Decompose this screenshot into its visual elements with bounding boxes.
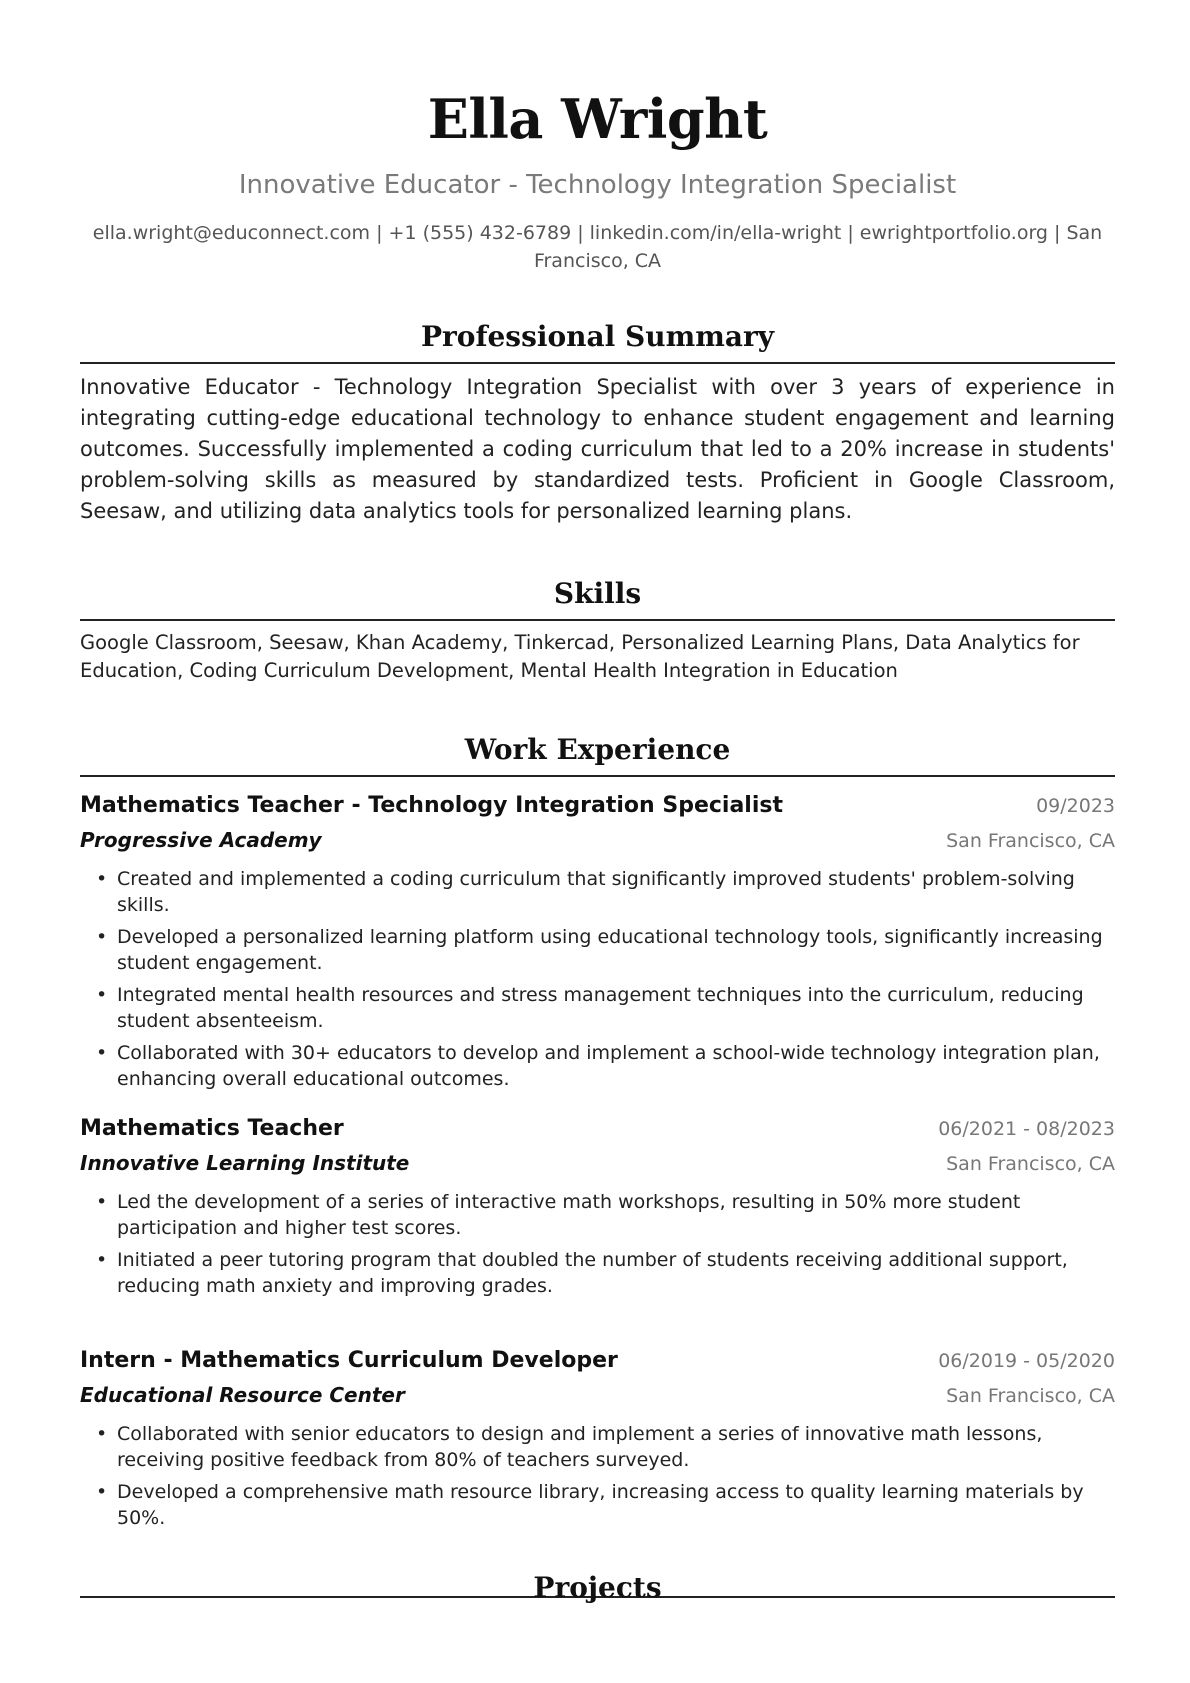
job-location: San Francisco, CA — [946, 830, 1115, 852]
job-company: Innovative Learning Institute — [80, 1151, 410, 1175]
bullet-dot: • — [96, 1191, 108, 1213]
job-company: Educational Resource Center — [80, 1383, 405, 1407]
bullet-item — [80, 1479, 1115, 1531]
bullet-item — [80, 924, 1115, 976]
bullet-text: Led the development of a series of interactive math workshops, resulting in 50% more student participation and higher test scores. — [117, 1191, 1021, 1239]
job-date: 06/2019 - 05/2020 — [938, 1350, 1115, 1372]
job-title: Mathematics Teacher - Technology Integration Specialist — [80, 793, 783, 818]
job-date: 06/2021 - 08/2023 — [938, 1118, 1115, 1140]
contact-line: Francisco, CA — [533, 250, 662, 272]
bullet-item — [80, 866, 1115, 918]
candidate-tagline: Innovative Educator - Technology Integration Specialist — [238, 170, 957, 200]
job-location: San Francisco, CA — [946, 1385, 1115, 1407]
bullet-item — [80, 1040, 1115, 1092]
bullet-text: Collaborated with 30+ educators to develop and implement a school-wide technology integration plan, enhancing overall educational outcomes. — [117, 1042, 1100, 1090]
job-title: Mathematics Teacher — [80, 1116, 344, 1141]
bullet-item — [80, 1247, 1115, 1299]
job-location: San Francisco, CA — [946, 1153, 1115, 1175]
job-company: Progressive Academy — [80, 828, 322, 852]
bullet-dot: • — [96, 926, 108, 948]
bullet-text: Developed a comprehensive math resource library, increasing access to quality learning materials by 50%. — [117, 1481, 1084, 1529]
summary-text: Innovative Educator - Technology Integration Specialist with over 3 years of experience in integrating cutting-edge educational technology to enhance student engagement and learning outcomes. Successfully implemented a coding curriculum that led to a 20% increase in students' problem-solving skills as measured by standardized tests. Proficient in Google Classroom, Seesaw, and utilizing data analytics tools for personalized learning plans. — [80, 375, 1115, 523]
job-date: 09/2023 — [1036, 795, 1115, 817]
bullet-text: Initiated a peer tutoring program that doubled the number of students receiving additional support, reducing math anxiety and improving grades. — [117, 1249, 1068, 1297]
job-entry — [80, 1112, 1115, 1305]
section-title-experience: Work Experience — [80, 731, 1115, 777]
bullet-text: Created and implemented a coding curriculum that significantly improved students' problem-solving skills. — [117, 868, 1075, 916]
bullet-item — [80, 1189, 1115, 1241]
job-bullets — [80, 1189, 1115, 1299]
skills-text: Google Classroom, Seesaw, Khan Academy, Tinkercad, Personalized Learning Plans, Data Analytics for Education, Coding Curriculum Development, Mental Health Integration in Education — [80, 631, 1080, 682]
job-bullets — [80, 866, 1115, 1092]
job-bullets — [80, 1421, 1115, 1531]
job-title: Intern - Mathematics Curriculum Developer — [80, 1348, 618, 1373]
section-title-projects: Projects — [80, 1568, 1115, 1598]
bullet-item — [80, 982, 1115, 1034]
bullet-text: Developed a personalized learning platform using educational technology tools, significantly increasing student engagement. — [117, 926, 1103, 974]
section-title-summary: Professional Summary — [80, 318, 1115, 364]
job-entry — [80, 789, 1115, 1098]
bullet-dot: • — [96, 1481, 108, 1503]
candidate-name: Ella Wright — [427, 87, 768, 151]
bullet-dot: • — [96, 1423, 108, 1445]
bullet-dot: • — [96, 868, 108, 890]
bullet-dot: • — [96, 1249, 108, 1271]
contact-line: ella.wright@educonnect.com | +1 (555) 432-6789 | linkedin.com/in/ella-wright | ewrightportfolio.org | San — [92, 222, 1103, 244]
contact-info — [80, 219, 1115, 275]
bullet-text: Integrated mental health resources and stress management techniques into the curriculum, reducing student absenteeism. — [117, 984, 1084, 1032]
bullet-dot: • — [96, 984, 108, 1006]
job-entry — [80, 1344, 1115, 1537]
bullet-text: Collaborated with senior educators to design and implement a series of innovative math lessons, receiving positive feedback from 80% of teachers surveyed. — [117, 1423, 1043, 1471]
bullet-dot: • — [96, 1042, 108, 1064]
section-title-skills: Skills — [80, 575, 1115, 621]
bullet-item — [80, 1421, 1115, 1473]
